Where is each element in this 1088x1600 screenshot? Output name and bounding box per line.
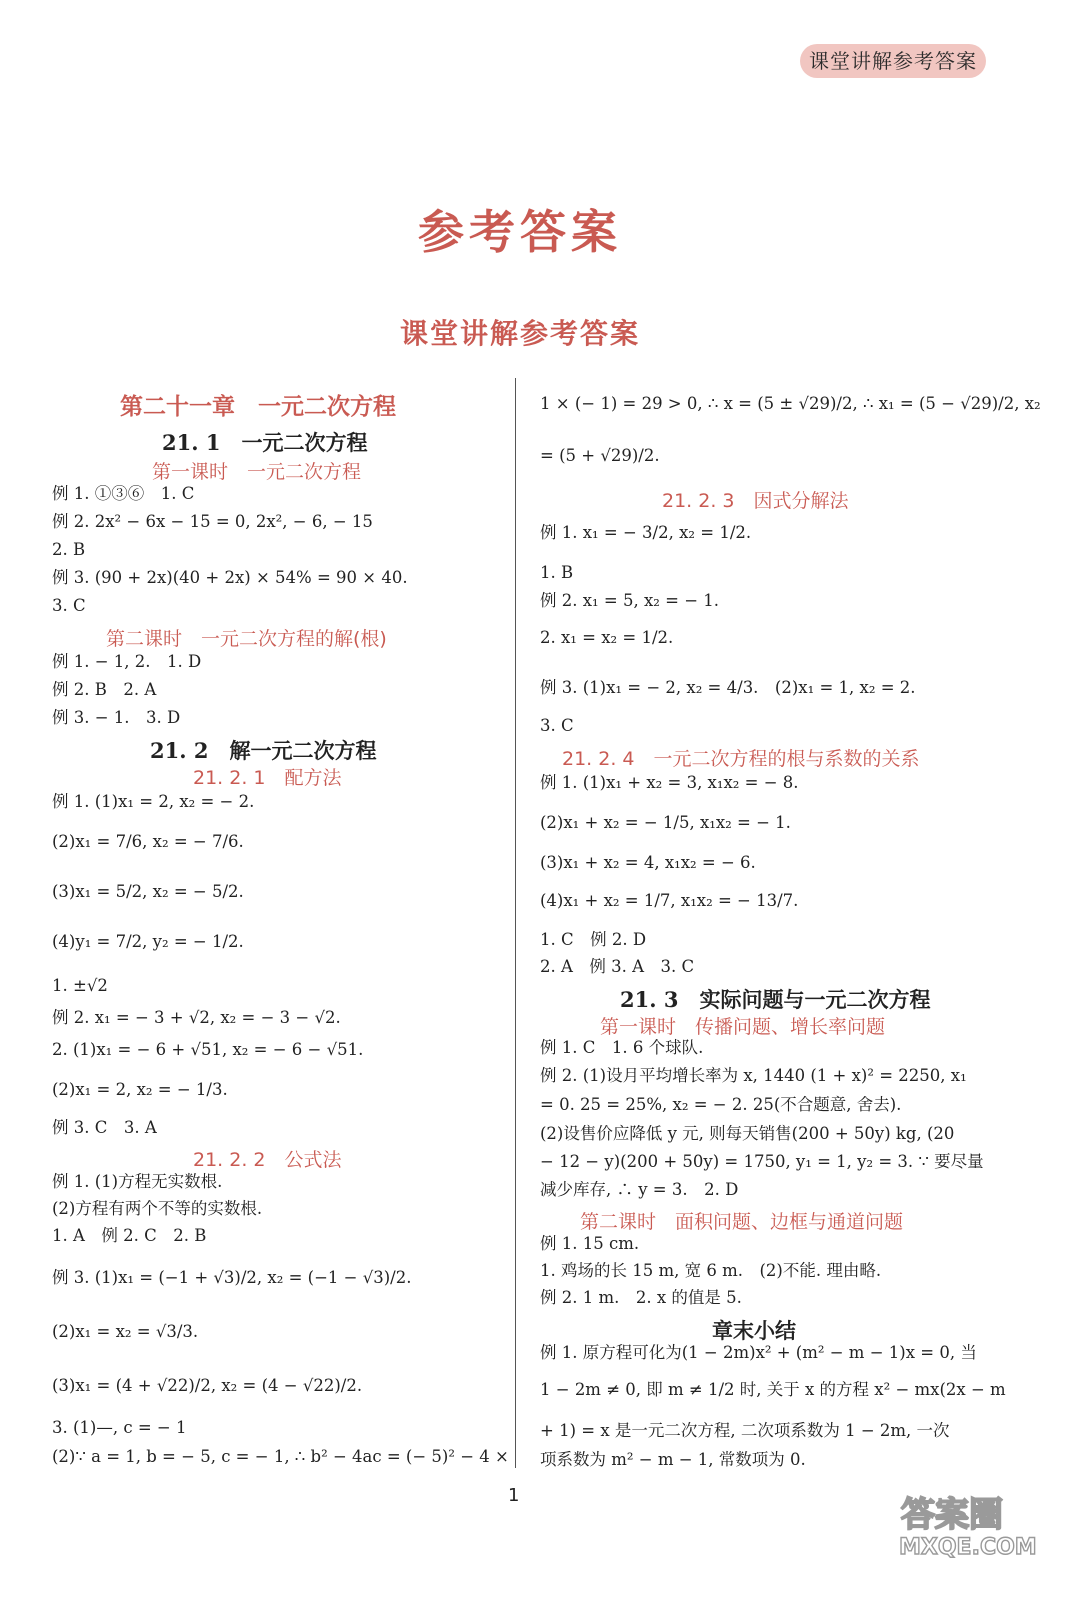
answer-line: (2)x₁ + x₂ = − 1/5, x₁x₂ = − 1.: [540, 813, 791, 832]
answer-line: 1. B: [540, 563, 574, 582]
answer-line: 例 1. (1)方程无实数根.: [52, 1172, 223, 1191]
answer-line: + 1) = x 是一元二次方程, 二次项系数为 1 − 2m, 一次: [540, 1421, 950, 1440]
answer-line: 1. 鸡场的长 15 m, 宽 6 m. (2)不能. 理由略.: [540, 1261, 882, 1280]
section-21-3-heading: 21. 3 实际问题与一元二次方程: [620, 987, 931, 1012]
answer-line: 1. C 例 2. D: [540, 930, 647, 949]
answer-line: = 0. 25 = 25%, x₂ = − 2. 25(不合题意, 舍去).: [540, 1095, 902, 1114]
answer-line: − 12 − y)(200 + 50y) = 1750, y₁ = 1, y₂ = 3. ∵ 要尽量: [540, 1152, 984, 1171]
answer-line: 例 2. x₁ = 5, x₂ = − 1.: [540, 591, 720, 610]
answer-line: (4)y₁ = 7/2, y₂ = − 1/2.: [52, 932, 244, 951]
answer-line: (2)x₁ = 7/6, x₂ = − 7/6.: [52, 832, 244, 851]
answer-line: (3)x₁ = 5/2, x₂ = − 5/2.: [52, 882, 244, 901]
answer-line: (2)设售价应降低 y 元, 则每天销售(200 + 50y) kg, (20: [540, 1124, 955, 1143]
answer-line: 例 2. 1 m. 2. x 的值是 5.: [540, 1288, 742, 1307]
lesson-heading: 第二课时 一元二次方程的解(根): [106, 628, 387, 650]
answer-line: = (5 + √29)/2.: [540, 446, 660, 465]
subsection-heading: 21. 2. 2 公式法: [193, 1149, 342, 1171]
answer-line: (3)x₁ = (4 + √22)/2, x₂ = (4 − √22)/2.: [52, 1376, 363, 1395]
answer-line: (3)x₁ + x₂ = 4, x₁x₂ = − 6.: [540, 853, 756, 872]
answer-line: 1. ±√2: [52, 976, 108, 995]
watermark-main-text: 答案圈: [901, 1495, 1003, 1535]
answer-line: (2)方程有两个不等的实数根.: [52, 1199, 263, 1218]
answer-line: 例 3. (90 + 2x)(40 + 2x) × 54% = 90 × 40.: [52, 568, 408, 587]
answer-line: 项系数为 m² − m − 1, 常数项为 0.: [540, 1450, 806, 1469]
watermark-sub-text: MXQE.COM: [899, 1535, 1037, 1558]
answer-line: 例 1. (1)x₁ = 2, x₂ = − 2.: [52, 792, 255, 811]
page-title: 参考答案: [418, 205, 622, 259]
header-badge: 课堂讲解参考答案: [800, 44, 986, 78]
chapter-summary-heading: 章末小结: [712, 1318, 796, 1343]
watermark-logo: [895, 1486, 1065, 1558]
chapter-heading: 第二十一章 一元二次方程: [120, 394, 396, 420]
answer-line: 例 2. 2x² − 6x − 15 = 0, 2x², − 6, − 15: [52, 512, 373, 531]
answer-line: 例 1. C 1. 6 个球队.: [540, 1038, 704, 1057]
lesson-heading: 第一课时 传播问题、增长率问题: [600, 1016, 886, 1038]
subsection-heading: 21. 2. 1 配方法: [193, 767, 342, 789]
answer-line: 例 2. x₁ = − 3 + √2, x₂ = − 3 − √2.: [52, 1008, 341, 1027]
answer-line: 3. (1)—, c = − 1: [52, 1418, 187, 1437]
column-divider: [515, 378, 516, 1468]
answer-line: (2)∵ a = 1, b = − 5, c = − 1, ∴ b² − 4ac = (− 5)² − 4 ×: [52, 1447, 509, 1466]
answer-line: 3. C: [52, 596, 86, 615]
answer-line: 2. (1)x₁ = − 6 + √51, x₂ = − 6 − √51.: [52, 1040, 364, 1059]
answer-line: 例 3. − 1. 3. D: [52, 708, 181, 727]
answer-line: 1 − 2m ≠ 0, 即 m ≠ 1/2 时, 关于 x 的方程 x² − mx(2x − m: [540, 1380, 1006, 1399]
answer-line: (2)x₁ = 2, x₂ = − 1/3.: [52, 1080, 228, 1099]
answer-line: 2. A 例 3. A 3. C: [540, 957, 695, 976]
answer-line: 2. x₁ = x₂ = 1/2.: [540, 628, 674, 647]
answer-line: 1 × (− 1) = 29 > 0, ∴ x = (5 ± √29)/2, ∴ x₁ = (5 − √29)/2, x₂: [540, 394, 1041, 413]
answer-line: 1. A 例 2. C 2. B: [52, 1226, 207, 1245]
lesson-heading: 第一课时 一元二次方程: [152, 461, 362, 483]
answer-line: (4)x₁ + x₂ = 1/7, x₁x₂ = − 13/7.: [540, 891, 799, 910]
subsection-heading: 21. 2. 4 一元二次方程的根与系数的关系: [562, 748, 920, 770]
answer-line: 例 1. x₁ = − 3/2, x₂ = 1/2.: [540, 523, 752, 542]
answer-line: 例 3. C 3. A: [52, 1118, 157, 1137]
subsection-heading: 21. 2. 3 因式分解法: [662, 490, 849, 512]
answer-line: 3. C: [540, 716, 574, 735]
section-21-1-heading: 21. 1 一元二次方程: [162, 430, 368, 455]
answer-line: 例 1. 15 cm.: [540, 1234, 640, 1253]
answer-line: 例 1. ①③⑥ 1. C: [52, 484, 195, 503]
answer-line: 例 2. (1)设月平均增长率为 x, 1440 (1 + x)² = 2250, x₁: [540, 1066, 967, 1085]
lesson-heading: 第二课时 面积问题、边框与通道问题: [580, 1211, 904, 1233]
page-subtitle: 课堂讲解参考答案: [399, 317, 640, 350]
answer-line: 例 1. 原方程可化为(1 − 2m)x² + (m² − m − 1)x = 0, 当: [540, 1343, 977, 1362]
answer-line: 2. B: [52, 540, 86, 559]
section-21-2-heading: 21. 2 解一元二次方程: [150, 738, 377, 763]
answer-line: 减少库存, ∴ y = 3. 2. D: [540, 1180, 739, 1199]
answer-line: 例 3. (1)x₁ = − 2, x₂ = 4/3. (2)x₁ = 1, x₂ = 2.: [540, 678, 916, 697]
answer-line: 例 1. − 1, 2. 1. D: [52, 652, 202, 671]
answer-line: 例 1. (1)x₁ + x₂ = 3, x₁x₂ = − 8.: [540, 773, 799, 792]
answer-line: 例 3. (1)x₁ = (−1 + √3)/2, x₂ = (−1 − √3)/2.: [52, 1268, 412, 1287]
page-number: 1: [508, 1485, 520, 1506]
answer-line: 例 2. B 2. A: [52, 680, 157, 699]
answer-line: (2)x₁ = x₂ = √3/3.: [52, 1322, 199, 1341]
